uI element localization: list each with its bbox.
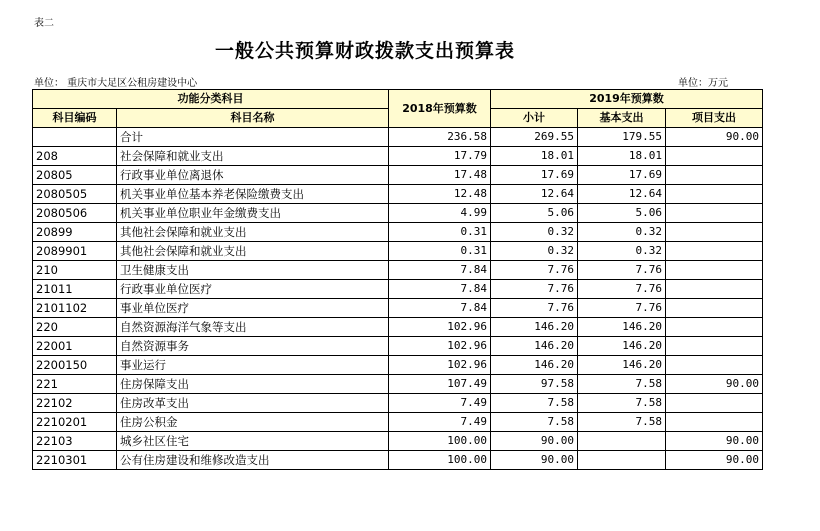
cell-subtotal: 0.32 xyxy=(491,223,578,242)
table-row xyxy=(33,166,763,185)
cell-name: 住房保障支出 xyxy=(117,375,389,394)
header-functional-category: 功能分类科目 xyxy=(33,90,389,109)
cell-code: 22001 xyxy=(33,337,117,356)
cell-project: 90.00 xyxy=(666,375,763,394)
cell-code: 20899 xyxy=(33,223,117,242)
cell-basic: 146.20 xyxy=(578,337,666,356)
cell-basic: 146.20 xyxy=(578,318,666,337)
cell-basic: 7.58 xyxy=(578,375,666,394)
cell-budget-2018: 7.84 xyxy=(389,261,491,280)
cell-project xyxy=(666,185,763,204)
table-row xyxy=(33,147,763,166)
cell-basic: 7.76 xyxy=(578,261,666,280)
cell-project xyxy=(666,147,763,166)
cell-basic: 7.76 xyxy=(578,299,666,318)
cell-name: 事业单位医疗 xyxy=(117,299,389,318)
cell-budget-2018: 100.00 xyxy=(389,451,491,470)
cell-basic: 7.58 xyxy=(578,413,666,432)
cell-name: 其他社会保障和就业支出 xyxy=(117,223,389,242)
cell-name: 机关事业单位基本养老保险缴费支出 xyxy=(117,185,389,204)
page-title: 一般公共预算财政拨款支出预算表 xyxy=(214,40,515,62)
cell-budget-2018: 7.49 xyxy=(389,394,491,413)
cell-code: 208 xyxy=(33,147,117,166)
table-row xyxy=(33,185,763,204)
cell-name: 公有住房建设和维修改造支出 xyxy=(117,451,389,470)
cell-name: 卫生健康支出 xyxy=(117,261,389,280)
table-row xyxy=(33,299,763,318)
table-row xyxy=(33,337,763,356)
cell-basic: 17.69 xyxy=(578,166,666,185)
cell-basic: 7.76 xyxy=(578,280,666,299)
header-project: 项目支出 xyxy=(666,109,763,128)
cell-subtotal: 7.76 xyxy=(491,261,578,280)
cell-project xyxy=(666,204,763,223)
cell-subtotal: 7.58 xyxy=(491,413,578,432)
cell-basic: 5.06 xyxy=(578,204,666,223)
table-row xyxy=(33,394,763,413)
cell-code: 210 xyxy=(33,261,117,280)
cell-budget-2018: 102.96 xyxy=(389,337,491,356)
table-header xyxy=(33,90,763,128)
cell-code: 22102 xyxy=(33,394,117,413)
cell-subtotal: 0.32 xyxy=(491,242,578,261)
cell-budget-2018: 100.00 xyxy=(389,432,491,451)
cell-project xyxy=(666,413,763,432)
cell-project xyxy=(666,394,763,413)
cell-basic: 18.01 xyxy=(578,147,666,166)
table-row xyxy=(33,432,763,451)
cell-project xyxy=(666,242,763,261)
table-row xyxy=(33,413,763,432)
cell-basic: 12.64 xyxy=(578,185,666,204)
cell-code: 2101102 xyxy=(33,299,117,318)
table-row xyxy=(33,128,763,147)
header-name: 科目名称 xyxy=(117,109,389,128)
cell-subtotal: 90.00 xyxy=(491,451,578,470)
table-row xyxy=(33,375,763,394)
cell-budget-2018: 4.99 xyxy=(389,204,491,223)
cell-subtotal: 17.69 xyxy=(491,166,578,185)
cell-basic xyxy=(578,451,666,470)
table-body xyxy=(33,128,763,470)
cell-budget-2018: 0.31 xyxy=(389,242,491,261)
cell-subtotal: 269.55 xyxy=(491,128,578,147)
cell-subtotal: 146.20 xyxy=(491,318,578,337)
cell-project xyxy=(666,318,763,337)
cell-name: 自然资源事务 xyxy=(117,337,389,356)
cell-name: 城乡社区住宅 xyxy=(117,432,389,451)
cell-budget-2018: 102.96 xyxy=(389,318,491,337)
cell-code: 221 xyxy=(33,375,117,394)
cell-budget-2018: 236.58 xyxy=(389,128,491,147)
cell-budget-2018: 12.48 xyxy=(389,185,491,204)
cell-basic: 0.32 xyxy=(578,223,666,242)
table-row xyxy=(33,356,763,375)
table-row xyxy=(33,223,763,242)
header-subtotal: 小计 xyxy=(491,109,578,128)
cell-budget-2018: 7.49 xyxy=(389,413,491,432)
cell-name: 行政事业单位离退休 xyxy=(117,166,389,185)
cell-budget-2018: 102.96 xyxy=(389,356,491,375)
cell-project xyxy=(666,280,763,299)
unit-organization: 单位： 重庆市大足区公租房建设中心 xyxy=(34,78,198,89)
cell-subtotal: 97.58 xyxy=(491,375,578,394)
header-budget-2018: 2018年预算数 xyxy=(389,90,491,128)
cell-project: 90.00 xyxy=(666,432,763,451)
cell-name: 合计 xyxy=(117,128,389,147)
table-row xyxy=(33,318,763,337)
cell-name: 机关事业单位职业年金缴费支出 xyxy=(117,204,389,223)
table-row xyxy=(33,242,763,261)
cell-project: 90.00 xyxy=(666,128,763,147)
cell-basic xyxy=(578,432,666,451)
cell-project xyxy=(666,337,763,356)
cell-name: 行政事业单位医疗 xyxy=(117,280,389,299)
cell-budget-2018: 107.49 xyxy=(389,375,491,394)
cell-code: 2210201 xyxy=(33,413,117,432)
cell-code: 2200150 xyxy=(33,356,117,375)
cell-name: 自然资源海洋气象等支出 xyxy=(117,318,389,337)
cell-name: 事业运行 xyxy=(117,356,389,375)
cell-subtotal: 18.01 xyxy=(491,147,578,166)
cell-code: 2089901 xyxy=(33,242,117,261)
cell-subtotal: 5.06 xyxy=(491,204,578,223)
header-budget-2019: 2019年预算数 xyxy=(491,90,763,109)
cell-basic: 0.32 xyxy=(578,242,666,261)
cell-subtotal: 7.76 xyxy=(491,299,578,318)
cell-budget-2018: 0.31 xyxy=(389,223,491,242)
cell-code: 2210301 xyxy=(33,451,117,470)
budget-table xyxy=(32,89,763,470)
cell-code: 20805 xyxy=(33,166,117,185)
cell-code: 21011 xyxy=(33,280,117,299)
table-row xyxy=(33,280,763,299)
cell-name: 住房改革支出 xyxy=(117,394,389,413)
cell-basic: 7.58 xyxy=(578,394,666,413)
cell-code: 22103 xyxy=(33,432,117,451)
cell-subtotal: 146.20 xyxy=(491,356,578,375)
cell-name: 其他社会保障和就业支出 xyxy=(117,242,389,261)
cell-budget-2018: 17.48 xyxy=(389,166,491,185)
header-code: 科目编码 xyxy=(33,109,117,128)
cell-budget-2018: 17.79 xyxy=(389,147,491,166)
cell-subtotal: 12.64 xyxy=(491,185,578,204)
table-row xyxy=(33,261,763,280)
cell-name: 住房公积金 xyxy=(117,413,389,432)
cell-subtotal: 90.00 xyxy=(491,432,578,451)
cell-project xyxy=(666,299,763,318)
table-label: 表二 xyxy=(34,18,54,29)
cell-basic: 179.55 xyxy=(578,128,666,147)
cell-name: 社会保障和就业支出 xyxy=(117,147,389,166)
cell-project xyxy=(666,223,763,242)
cell-code: 2080506 xyxy=(33,204,117,223)
cell-project xyxy=(666,261,763,280)
cell-basic: 146.20 xyxy=(578,356,666,375)
cell-project: 90.00 xyxy=(666,451,763,470)
unit-currency: 单位：万元 xyxy=(678,78,728,89)
cell-project xyxy=(666,356,763,375)
cell-code xyxy=(33,128,117,147)
cell-project xyxy=(666,166,763,185)
cell-subtotal: 146.20 xyxy=(491,337,578,356)
cell-budget-2018: 7.84 xyxy=(389,299,491,318)
table-row xyxy=(33,451,763,470)
cell-subtotal: 7.58 xyxy=(491,394,578,413)
cell-code: 220 xyxy=(33,318,117,337)
header-basic: 基本支出 xyxy=(578,109,666,128)
cell-code: 2080505 xyxy=(33,185,117,204)
cell-subtotal: 7.76 xyxy=(491,280,578,299)
table-row xyxy=(33,204,763,223)
cell-budget-2018: 7.84 xyxy=(389,280,491,299)
